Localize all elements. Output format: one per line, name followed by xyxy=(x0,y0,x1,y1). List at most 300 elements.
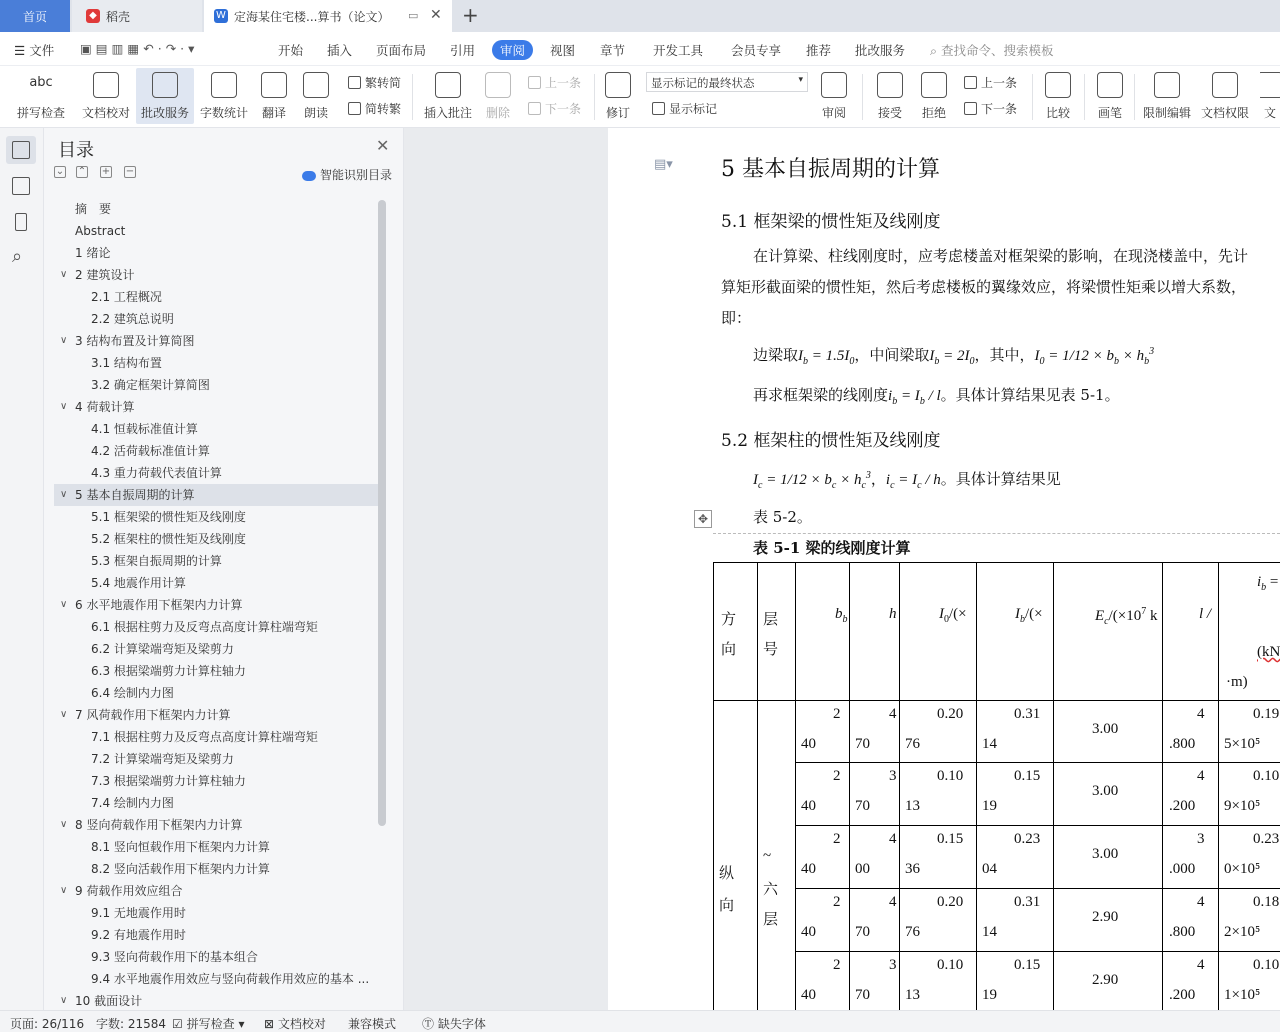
table-column-line xyxy=(1053,562,1054,1010)
cell-l: .800 xyxy=(1169,736,1196,752)
formula-sub: b xyxy=(803,356,809,367)
formula-sub: 0 xyxy=(1039,356,1045,367)
toc-item[interactable] xyxy=(54,836,378,858)
formula-symbol: / l xyxy=(924,388,941,404)
cell-ib-l: 0×10⁵ xyxy=(1224,861,1261,877)
toc-item-label: 6.4 绘制内力图 xyxy=(91,686,174,700)
formula-symbol: × h xyxy=(1118,348,1145,364)
track-changes-button[interactable] xyxy=(600,68,636,124)
search-icon: ⌕ xyxy=(930,43,938,58)
toc-item[interactable] xyxy=(54,506,378,528)
chevron-down-icon[interactable]: ∨ xyxy=(60,269,68,280)
close-icon[interactable]: ✕ xyxy=(376,136,390,155)
cell-ib: 14 xyxy=(982,736,997,752)
formula-sub: 0 xyxy=(849,356,855,367)
body-line-2: 算矩形截面梁的惯性矩，然后考虑楼板的翼缘效应，将梁惯性矩乘以增大系数， xyxy=(721,278,1247,296)
wps-writer-icon: W xyxy=(214,9,228,23)
table-row-line xyxy=(713,700,1280,701)
delete-label: 删除 xyxy=(485,106,510,120)
formula-symbol: i xyxy=(885,472,891,488)
menu-member[interactable]: 会员专享 xyxy=(731,43,782,58)
review-pane-icon xyxy=(821,72,847,98)
formula-sub: c xyxy=(758,480,763,491)
show-markup-button[interactable] xyxy=(652,100,717,117)
toc-item[interactable] xyxy=(54,352,378,374)
next-change-button[interactable] xyxy=(964,100,1017,117)
formula-symbol: I xyxy=(929,348,935,364)
chevron-down-icon[interactable]: ∨ xyxy=(60,599,68,610)
bookmark-icon[interactable] xyxy=(15,213,27,231)
chevron-down-icon[interactable]: ∨ xyxy=(60,709,68,720)
table-move-handle-icon[interactable]: ✥ xyxy=(694,510,712,528)
formula-text: ，中间梁取 xyxy=(854,346,930,364)
simp-to-trad-button[interactable] xyxy=(348,100,401,117)
toc-item-label: 2 建筑设计 xyxy=(75,268,135,282)
tab-document-label: 定海某住宅楼...算书（论文） xyxy=(234,9,390,24)
toc-item[interactable] xyxy=(54,484,378,506)
ribbon-separator xyxy=(862,74,863,120)
next-change-icon xyxy=(964,102,977,115)
missing-font-label: 缺失字体 xyxy=(437,1017,486,1031)
toc-item[interactable] xyxy=(54,242,378,264)
compare-label: 比较 xyxy=(1045,106,1070,120)
toc-item[interactable] xyxy=(54,528,378,550)
cell-h: 4 xyxy=(889,831,897,847)
formula-symbol: = I xyxy=(894,472,918,488)
toc-item-label: Abstract xyxy=(75,224,126,238)
cell-i0: 13 xyxy=(905,798,920,814)
header-l: l / xyxy=(1199,606,1212,622)
menu-devtools[interactable]: 开发工具 xyxy=(653,43,704,58)
trad-simp-icon xyxy=(348,76,361,89)
formula-symbol: I xyxy=(753,472,758,488)
formula-sub: c xyxy=(831,480,837,491)
toc-item[interactable] xyxy=(54,462,378,484)
table-row-line xyxy=(795,888,1280,889)
command-search[interactable] xyxy=(930,41,1054,59)
cell-ib: 0.23 xyxy=(1014,831,1041,847)
header-floor: 号 xyxy=(763,642,779,658)
toc-item[interactable] xyxy=(54,550,378,572)
toc-item[interactable] xyxy=(54,418,378,440)
show-markup-icon xyxy=(652,102,665,115)
formula-text: ，其中， xyxy=(974,346,1035,364)
spellcheck-button[interactable] xyxy=(10,68,72,124)
cell-ib: 19 xyxy=(982,987,997,1003)
toc-item-label: 3 结构布置及计算简图 xyxy=(75,334,195,348)
file-menu-label: 文件 xyxy=(29,43,55,58)
read-aloud-icon xyxy=(303,72,329,98)
compat-mode[interactable]: 兼容模式 xyxy=(348,1017,397,1031)
translate-button[interactable] xyxy=(254,68,294,124)
cell-ib: 0.31 xyxy=(1014,706,1041,722)
formula-text: ， xyxy=(870,470,886,488)
correction-service-button[interactable] xyxy=(136,68,194,124)
menu-chapter[interactable]: 章节 xyxy=(600,43,626,58)
ribbon-separator xyxy=(1134,74,1135,120)
pin-icon[interactable]: ▭ xyxy=(408,9,419,22)
cell-bb: 2 xyxy=(833,957,841,973)
cell-ib-l: 0.18 xyxy=(1253,894,1280,910)
chevron-down-icon[interactable]: ∨ xyxy=(60,819,68,830)
ribbon-separator xyxy=(1032,74,1033,120)
toc-item-label: 6.1 根据柱剪力及反弯点高度计算柱端弯矩 xyxy=(91,620,318,634)
cell-ib-l: 0.19 xyxy=(1253,706,1280,722)
header-unit: (kN xyxy=(1257,644,1280,660)
delete-comment-button[interactable] xyxy=(480,68,516,124)
table-border xyxy=(713,562,1280,563)
checkbox-icon: ☑ xyxy=(172,1017,183,1031)
table-row-line xyxy=(795,951,1280,952)
toc-item[interactable] xyxy=(54,264,378,286)
formula-sub: b xyxy=(934,356,940,367)
close-tab-icon[interactable]: ✕ xyxy=(430,7,442,23)
toc-item[interactable] xyxy=(54,440,378,462)
header-h: h xyxy=(889,606,897,622)
toc-scrollbar[interactable] xyxy=(378,200,386,826)
toc-item-label: 4.3 重力荷载代表值计算 xyxy=(91,466,222,480)
toc-item[interactable] xyxy=(54,748,378,770)
menu-layout[interactable]: 页面布局 xyxy=(376,43,427,58)
pen-button[interactable] xyxy=(1094,68,1126,124)
toc-item[interactable] xyxy=(54,330,378,352)
toc-item[interactable] xyxy=(54,572,378,594)
reject-button[interactable] xyxy=(916,68,952,124)
formula-symbol: = 1/12 × b xyxy=(762,472,832,488)
toc-item[interactable] xyxy=(54,682,378,704)
menu-references[interactable]: 引用 xyxy=(450,43,476,58)
chevron-down-icon[interactable]: ∨ xyxy=(60,885,68,896)
header-unit: ·m) xyxy=(1226,674,1248,690)
toc-item-label: 9.3 竖向荷载作用下的基本组合 xyxy=(91,950,258,964)
new-tab-button[interactable]: + xyxy=(462,3,479,27)
cell-i0: 0.10 xyxy=(937,957,964,973)
ribbon-separator xyxy=(594,74,595,120)
toc-item[interactable] xyxy=(54,814,378,836)
toc-item-label: 5.4 地震作用计算 xyxy=(91,576,186,590)
formula-column xyxy=(753,468,1061,491)
formula-sub: b xyxy=(1113,356,1119,367)
tab-daoke-label: 稻壳 xyxy=(106,9,131,24)
formula-symbol: × h xyxy=(836,472,862,488)
review-pane-label: 审阅 xyxy=(821,106,846,120)
trad-to-simp-button[interactable] xyxy=(348,74,401,91)
cell-i0: 36 xyxy=(905,861,920,877)
left-rail xyxy=(0,128,44,1010)
toc-item-label: 3.1 结构布置 xyxy=(91,356,162,370)
toc-item[interactable] xyxy=(54,858,378,880)
font-warning-icon: Ⓣ xyxy=(422,1017,435,1031)
floor-label: 层 xyxy=(763,912,779,928)
body-line-1: 在计算梁、柱线刚度时，应考虑楼盖对框架梁的影响，在现浇楼盖中，先计 xyxy=(753,247,1249,265)
formula-sup: 3 xyxy=(865,470,871,481)
next-comment-button[interactable] xyxy=(528,100,581,117)
toc-item[interactable] xyxy=(54,594,378,616)
menu-review[interactable]: 审阅 xyxy=(492,40,533,60)
word-count-button[interactable] xyxy=(198,68,250,124)
proofread-small-icon: ⊠ xyxy=(264,1017,275,1031)
show-markup-label: 显示标记 xyxy=(669,102,718,116)
cell-h: 00 xyxy=(855,861,870,877)
paragraph-style-icon[interactable]: ▤▾ xyxy=(654,157,673,172)
read-aloud-label: 朗读 xyxy=(303,106,328,120)
spellcheck-icon: abc xyxy=(29,75,53,90)
toc-item[interactable] xyxy=(54,902,378,924)
formula-sub: b xyxy=(892,396,898,407)
cell-ib-l: 1×10⁵ xyxy=(1224,987,1261,1003)
toc-item[interactable] xyxy=(54,616,378,638)
toc-item[interactable] xyxy=(54,198,378,220)
cell-bb: 2 xyxy=(833,706,841,722)
insert-comment-button[interactable] xyxy=(422,68,474,124)
tab-document[interactable] xyxy=(204,0,452,32)
simp-trad-icon xyxy=(348,102,361,115)
cell-bb: 40 xyxy=(801,924,816,940)
table-column-line xyxy=(976,562,977,1010)
toc-item-label: 4.2 活荷载标准值计算 xyxy=(91,444,210,458)
cell-i0: 0.20 xyxy=(937,894,964,910)
markup-state-value: 显示标记的最终状态 xyxy=(651,76,755,90)
formula-beam-stiffness xyxy=(753,384,1120,407)
next-comment-icon xyxy=(528,102,541,115)
file-menu[interactable] xyxy=(14,41,54,59)
menu-start[interactable]: 开始 xyxy=(278,43,304,58)
formula-symbol: = 2I xyxy=(939,348,970,364)
formula-symbol: I xyxy=(798,348,804,364)
proofread-button[interactable] xyxy=(78,68,134,124)
toc-item-label: 7.3 根据梁端剪力计算柱轴力 xyxy=(91,774,246,788)
header-floor: 层 xyxy=(763,612,779,628)
smart-toc-button[interactable] xyxy=(302,166,392,183)
toc-item[interactable] xyxy=(54,638,378,660)
toc-icon[interactable] xyxy=(12,141,30,159)
formula-text: 边梁取 xyxy=(753,346,799,364)
cell-ib: 0.15 xyxy=(1014,768,1041,784)
cell-h: 3 xyxy=(889,768,897,784)
toc-item-label: 7.1 根据柱剪力及反弯点高度计算柱端弯矩 xyxy=(91,730,318,744)
cell-h: 4 xyxy=(889,894,897,910)
toc-item-label: 7.4 绘制内力图 xyxy=(91,796,174,810)
formula-sup: 3 xyxy=(1149,346,1155,357)
daoke-icon: ◆ xyxy=(86,9,100,23)
chapter-nav-icon[interactable] xyxy=(12,177,30,195)
cell-bb: 2 xyxy=(833,894,841,910)
formula-text: 。具体计算结果见表 5-1。 xyxy=(940,386,1120,404)
table-column-line xyxy=(757,562,758,1010)
body-line-table-ref: 表 5-2。 xyxy=(753,508,812,526)
status-spellcheck-label: 拼写检查 xyxy=(186,1017,235,1031)
toc-item-label: 8.2 竖向活载作用下框架内力计算 xyxy=(91,862,270,876)
reject-icon xyxy=(921,72,947,98)
chevron-down-icon[interactable]: ∨ xyxy=(60,335,68,346)
toc-item[interactable] xyxy=(54,374,378,396)
chevron-down-icon: ▾ xyxy=(238,1017,245,1031)
accept-label: 接受 xyxy=(877,106,902,120)
ribbon-separator xyxy=(1084,74,1085,120)
more-ribbon-icon xyxy=(1260,72,1280,98)
toc-item[interactable] xyxy=(54,770,378,792)
status-proofread[interactable] xyxy=(264,1015,326,1032)
menu-insert[interactable]: 插入 xyxy=(327,43,353,58)
formula-beam xyxy=(753,344,1154,367)
prev-comment-icon xyxy=(528,76,541,89)
translate-icon xyxy=(261,72,287,98)
more-ribbon-button[interactable] xyxy=(1260,68,1280,124)
menu-correction[interactable]: 批改服务 xyxy=(855,43,906,58)
header-ib-l: $i_b$ = xyxy=(1257,574,1279,593)
table-column-line xyxy=(1162,562,1163,1010)
cell-bb: 40 xyxy=(801,736,816,752)
header-ib: $I_b/(\times$ xyxy=(1015,606,1043,625)
cell-bb: 2 xyxy=(833,768,841,784)
simp-label: 简转繁 xyxy=(365,102,402,116)
accept-button[interactable] xyxy=(872,68,908,124)
heading-5: 5 基本自振周期的计算 xyxy=(721,157,940,182)
toc-item[interactable] xyxy=(54,726,378,748)
toc-item[interactable] xyxy=(54,990,378,1012)
table-boundary xyxy=(713,533,1280,534)
header-bb: $b_b$ xyxy=(835,606,848,625)
formula-text: 。具体计算结果见 xyxy=(940,470,1061,488)
status-bar xyxy=(0,1010,1280,1032)
heading-5-2: 5.2 框架柱的惯性矩及线刚度 xyxy=(721,431,941,451)
toc-item-label: 1 绪论 xyxy=(75,246,111,260)
cell-l: .200 xyxy=(1169,798,1196,814)
cell-i0: 13 xyxy=(905,987,920,1003)
cell-i0: 0.15 xyxy=(937,831,964,847)
compare-button[interactable] xyxy=(1040,68,1076,124)
toc-item-label: 5.1 框架梁的惯性矩及线刚度 xyxy=(91,510,246,524)
cell-bb: 2 xyxy=(833,831,841,847)
word-count[interactable]: 字数: 21584 xyxy=(96,1017,167,1031)
table-column-line xyxy=(849,562,850,1010)
formula-symbol: I xyxy=(1034,348,1040,364)
prev-change-button[interactable] xyxy=(964,74,1017,91)
toc-item-label: 7.2 计算梁端弯矩及梁剪力 xyxy=(91,752,234,766)
prev-comment-label: 上一条 xyxy=(545,76,582,90)
expand-up-icon[interactable]: ⌃ xyxy=(77,166,87,177)
toc-item[interactable] xyxy=(54,308,378,330)
accept-icon xyxy=(877,72,903,98)
direction-label: 向 xyxy=(719,898,735,914)
formula-text: 再求框架梁的线刚度 xyxy=(753,386,889,404)
cell-bb: 40 xyxy=(801,861,816,877)
toc-item[interactable] xyxy=(54,396,378,418)
table-row-line xyxy=(795,762,1280,763)
read-aloud-button[interactable] xyxy=(298,68,334,124)
toc-item-label: 8.1 竖向恒载作用下框架内力计算 xyxy=(91,840,270,854)
cell-ib-l: 0.10 xyxy=(1253,768,1280,784)
toc-item-label: 4 荷载计算 xyxy=(75,400,135,414)
toc-item[interactable] xyxy=(54,220,378,242)
toc-item[interactable] xyxy=(54,946,378,968)
pen-icon xyxy=(1097,72,1123,98)
menu-bar xyxy=(0,32,1280,66)
cell-ib: 0.31 xyxy=(1014,894,1041,910)
review-pane-button[interactable] xyxy=(816,68,852,124)
page-indicator[interactable]: 页面: 26/116 xyxy=(10,1017,85,1031)
restrict-edit-button[interactable] xyxy=(1140,68,1194,124)
tab-daoke[interactable] xyxy=(72,0,202,32)
cell-ib: 19 xyxy=(982,798,997,814)
cell-l: .800 xyxy=(1169,924,1196,940)
toc-item-label: 9.4 水平地震作用效应与竖向荷载作用效应的基本 ... xyxy=(91,972,370,986)
cell-ec: 3.00 xyxy=(1092,846,1119,862)
trad-label: 繁转简 xyxy=(365,76,402,90)
toc-item-label: 4.1 恒载标准值计算 xyxy=(91,422,198,436)
status-spellcheck[interactable] xyxy=(172,1015,244,1032)
toc-item[interactable] xyxy=(54,660,378,682)
chevron-down-icon[interactable]: ∨ xyxy=(60,995,68,1006)
cell-ib: 0.15 xyxy=(1014,957,1041,973)
cell-h: 70 xyxy=(855,736,870,752)
formula-sub: b xyxy=(919,396,925,407)
toc-title: 目录 xyxy=(58,140,94,161)
formula-symbol: i xyxy=(888,388,893,404)
chevron-down-icon[interactable]: ∨ xyxy=(60,401,68,412)
proofread-label: 文档校对 xyxy=(81,106,130,120)
hamburger-icon: ☰ xyxy=(14,43,26,58)
cell-ib-l: 9×10⁵ xyxy=(1224,798,1261,814)
cell-ib: 14 xyxy=(982,924,997,940)
cell-ib-l: 5×10⁵ xyxy=(1224,736,1261,752)
header-direction: 方 xyxy=(721,612,737,628)
missing-font[interactable] xyxy=(422,1015,486,1032)
table-column-line xyxy=(713,562,714,1010)
toc-item-label: 6 水平地震作用下框架内力计算 xyxy=(75,598,243,612)
doc-permission-button[interactable] xyxy=(1198,68,1252,124)
tab-bar xyxy=(0,0,1280,32)
collapse-all-icon[interactable]: ⌄ xyxy=(55,166,65,177)
table-column-line xyxy=(899,562,900,1010)
toc-item[interactable] xyxy=(54,880,378,902)
toc-item[interactable] xyxy=(54,792,378,814)
body-line-3: 即： xyxy=(721,309,752,327)
heading-5-1: 5.1 框架梁的惯性矩及线刚度 xyxy=(721,212,941,232)
toc-item[interactable] xyxy=(54,924,378,946)
tab-home[interactable] xyxy=(0,0,70,32)
prev-comment-button[interactable] xyxy=(528,74,581,91)
pen-label: 画笔 xyxy=(1097,106,1122,120)
menu-view[interactable]: 视图 xyxy=(550,43,576,58)
delete-comment-icon xyxy=(485,72,511,98)
formula-symbol: = 1/12 × b xyxy=(1044,348,1114,364)
formula-sub: b xyxy=(1144,356,1150,367)
header-ec: $E_c/(\times 10^7$ k xyxy=(1095,606,1158,627)
add-heading-icon[interactable]: + xyxy=(101,166,111,177)
header-direction: 向 xyxy=(721,642,737,658)
toc-item-label: 6.2 计算梁端弯矩及梁剪力 xyxy=(91,642,234,656)
toc-item[interactable] xyxy=(54,968,378,990)
proofread-icon xyxy=(93,72,119,98)
formula-sub: 0 xyxy=(969,356,975,367)
remove-heading-icon[interactable]: − xyxy=(125,166,135,177)
quick-access-icons[interactable]: ▣▤▥▦↶·↷·▾ xyxy=(80,41,199,56)
search-icon[interactable]: ⌕ xyxy=(12,246,23,267)
menu-recommend[interactable]: 推荐 xyxy=(806,43,832,58)
floor-label: ~ xyxy=(763,848,772,864)
toc-item[interactable] xyxy=(54,704,378,726)
cell-l: 4 xyxy=(1197,957,1205,973)
toc-item[interactable] xyxy=(54,286,378,308)
status-proofread-label: 文档校对 xyxy=(277,1017,326,1031)
cell-ib-l: 0.23 xyxy=(1253,831,1280,847)
toc-item-label: 2.2 建筑总说明 xyxy=(91,312,174,326)
track-changes-icon xyxy=(605,72,631,98)
chevron-down-icon[interactable]: ∨ xyxy=(60,489,68,500)
toc-item-label: 8 竖向荷载作用下框架内力计算 xyxy=(75,818,243,832)
markup-state-select[interactable] xyxy=(646,72,808,92)
